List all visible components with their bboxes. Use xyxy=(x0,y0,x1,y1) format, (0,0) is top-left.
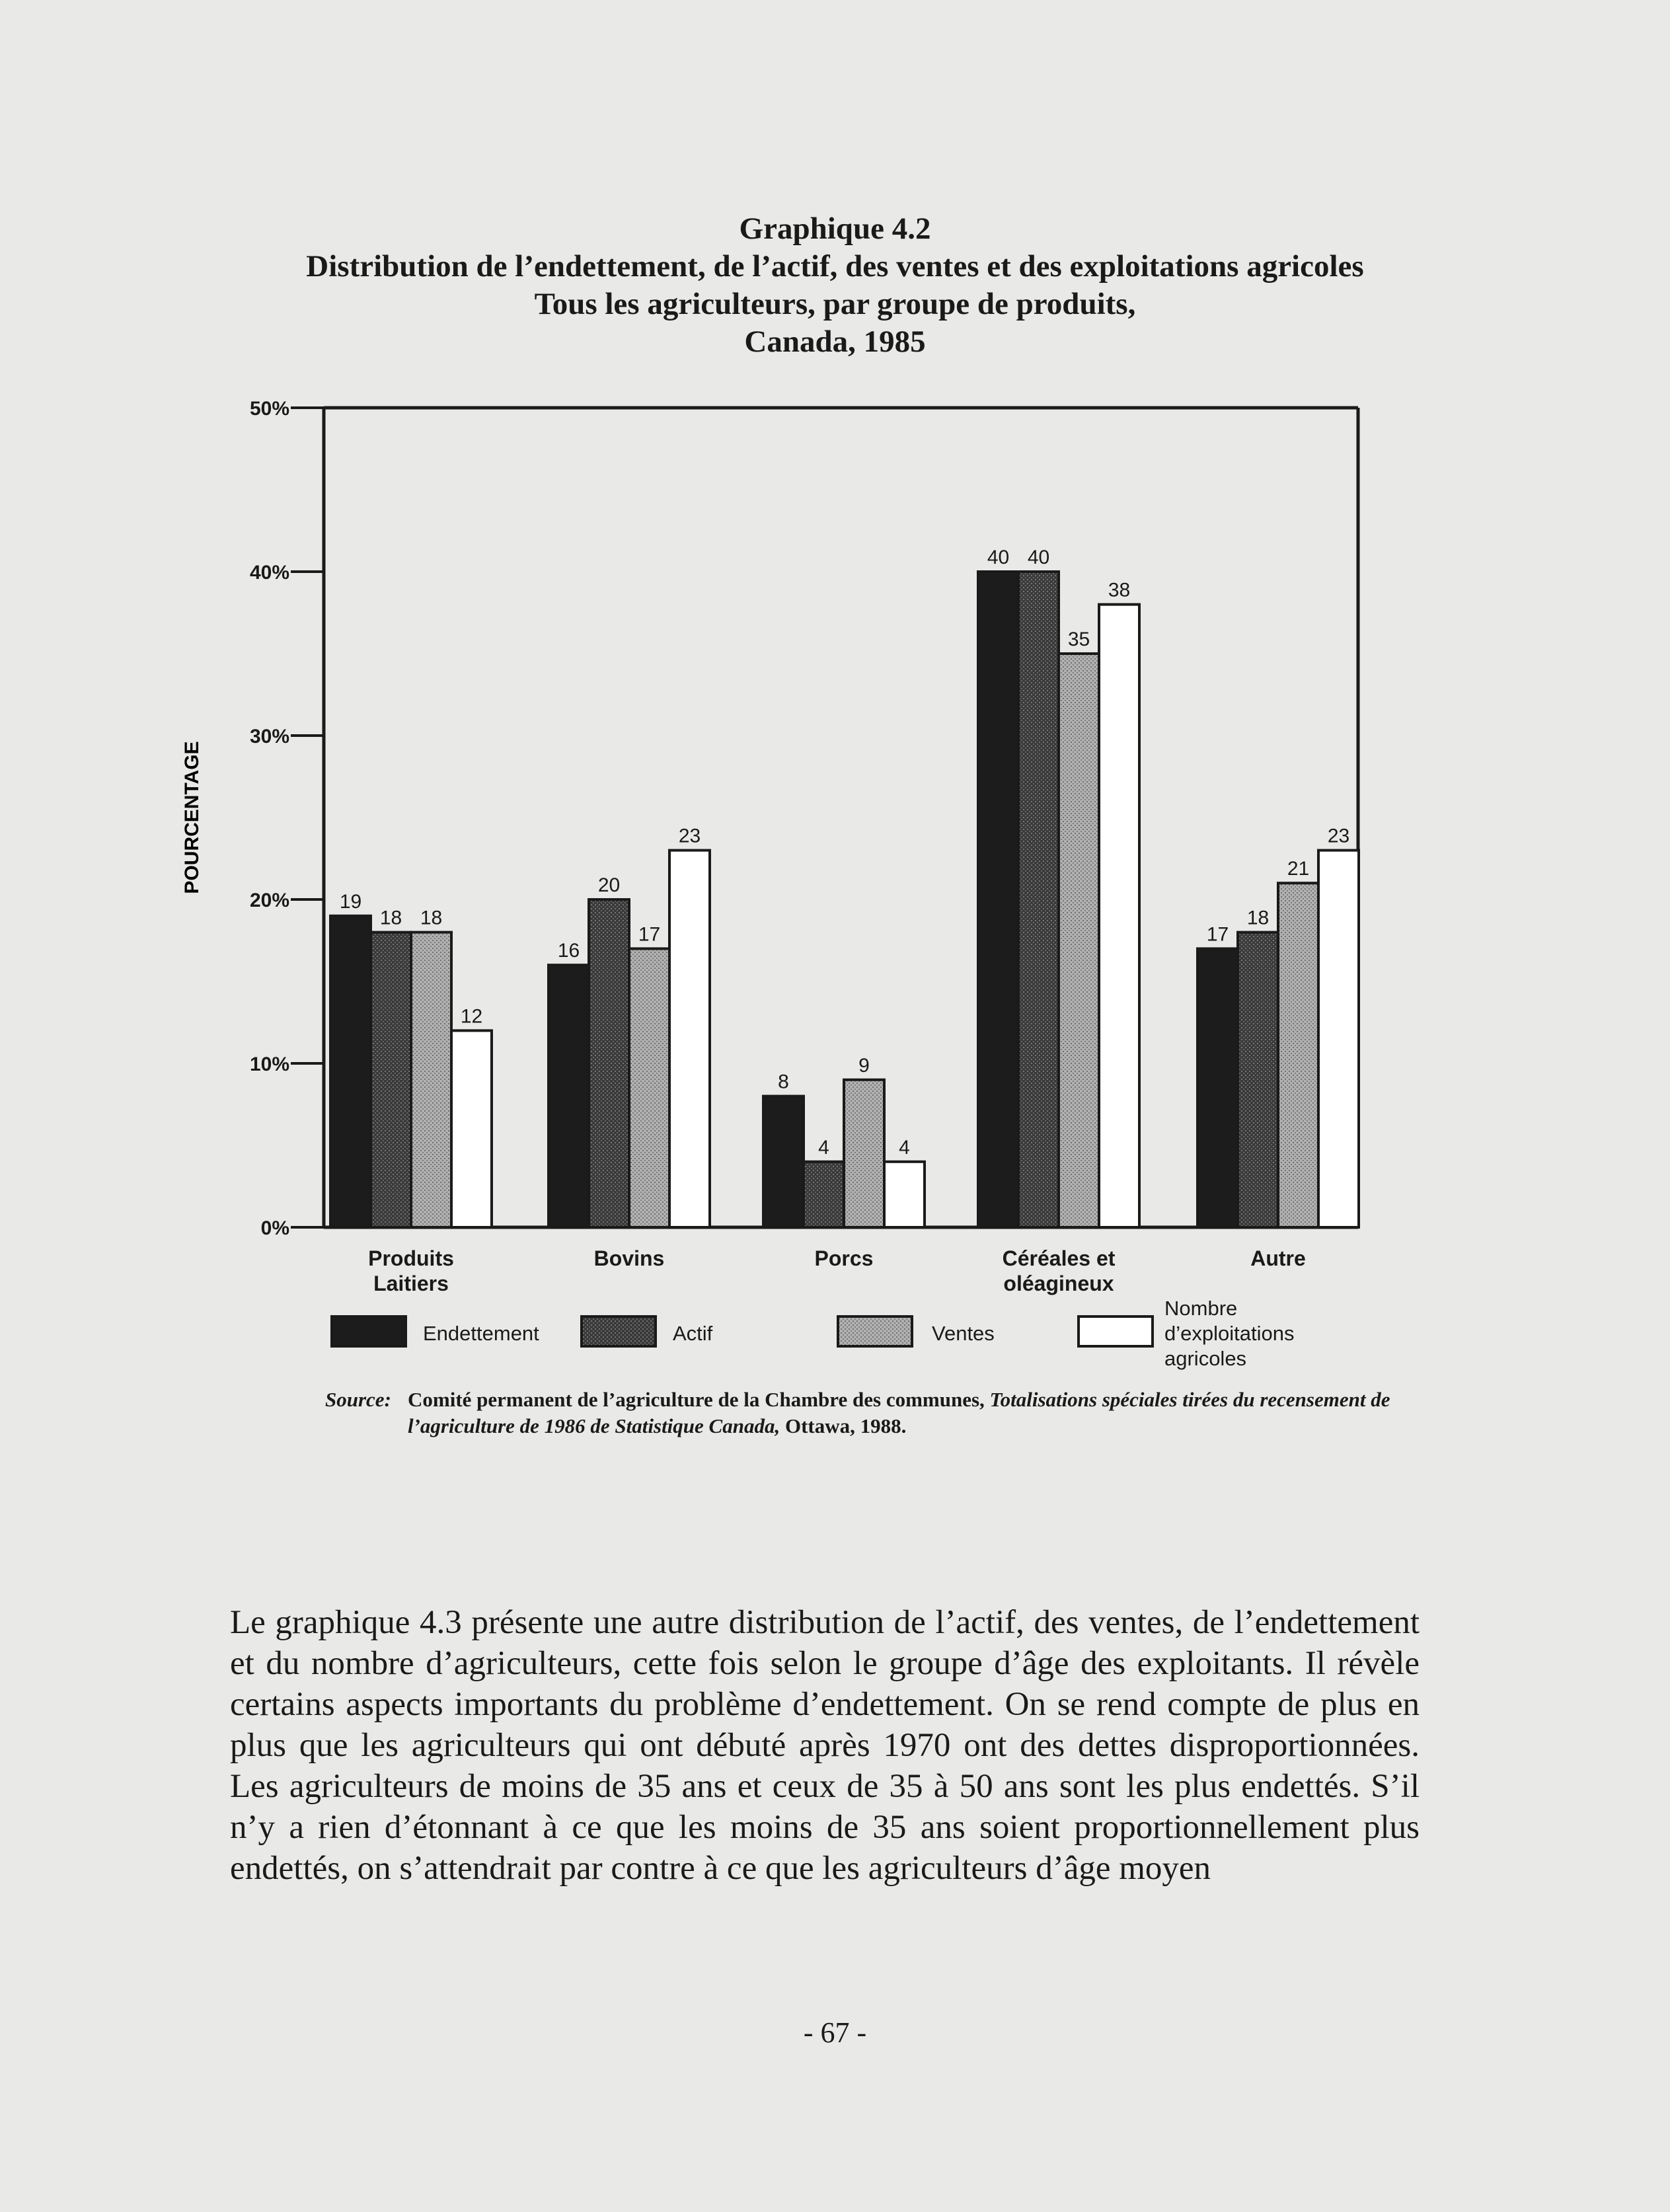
bar-value-label: 23 xyxy=(1327,825,1350,847)
y-tick-label: 10% xyxy=(249,1053,289,1075)
legend-label: Ventes xyxy=(932,1322,995,1345)
legend-label: Actif xyxy=(673,1322,713,1345)
bar-value-label: 40 xyxy=(987,547,1010,568)
bar-3-2 xyxy=(1059,654,1099,1227)
source-label: Source: xyxy=(325,1388,391,1411)
bars-group xyxy=(330,572,1359,1227)
bar-value-label: 8 xyxy=(778,1071,789,1093)
bar-1-1 xyxy=(589,899,629,1227)
category-label: oléagineux xyxy=(1003,1272,1114,1295)
category-label: Autre xyxy=(1250,1246,1306,1270)
y-axis xyxy=(250,398,324,1239)
bar-value-label: 18 xyxy=(1246,907,1270,929)
bar-0-2 xyxy=(411,933,451,1227)
bar-value-label: 12 xyxy=(460,1005,483,1028)
bar-value-label: 16 xyxy=(557,940,580,962)
bar-2-1 xyxy=(804,1162,844,1227)
source-text-italic: Totalisations spéciales tirées du recensement de l’agriculture de 1986 de Statistique Canada, xyxy=(408,1388,1390,1437)
bar-0-1 xyxy=(371,933,411,1227)
bar-2-2 xyxy=(844,1080,884,1227)
bar-1-2 xyxy=(629,948,669,1227)
category-label: Laitiers xyxy=(373,1272,449,1295)
y-tick-label: 20% xyxy=(249,890,289,911)
bar-value-label: 17 xyxy=(1206,923,1229,946)
category-label: Céréales et xyxy=(1002,1246,1116,1270)
legend-label: Endettement xyxy=(423,1322,539,1345)
y-tick-label: 40% xyxy=(249,562,289,584)
bar-2-3 xyxy=(884,1162,925,1227)
bar-1-0 xyxy=(549,965,589,1227)
source-note xyxy=(325,1387,1409,1437)
chart-title-line3: Tous les agriculteurs, par groupe de produits, xyxy=(534,287,1136,321)
legend-label: d’exploitations xyxy=(1164,1322,1295,1345)
bar-3-0 xyxy=(978,572,1018,1227)
bar-value-label: 38 xyxy=(1108,579,1131,601)
legend-label: agricoles xyxy=(1164,1347,1247,1370)
y-tick-label: 30% xyxy=(249,726,289,747)
category-label: Produits xyxy=(368,1246,454,1270)
bar-1-3 xyxy=(669,851,710,1227)
legend-swatch-1 xyxy=(582,1316,656,1346)
y-tick-label: 50% xyxy=(249,398,289,420)
bar-value-label: 17 xyxy=(638,923,661,946)
bar-0-3 xyxy=(451,1030,492,1227)
bar-4-3 xyxy=(1318,851,1359,1227)
bar-value-label: 35 xyxy=(1067,629,1090,650)
bar-value-label: 40 xyxy=(1027,547,1050,568)
bar-value-label: 4 xyxy=(818,1136,829,1159)
body-paragraph: Le graphique 4.3 présente une autre distribution de l’actif, des ventes, de l’endettement et du nombre d’agriculteurs, cette fois selon le groupe d’âge des exploitants. Il révèle certains aspects importants du problème d’endettement. On se rend compte de plus en plus que les agriculteurs qui ont débuté après 1970 ont des dettes disproportionnées. Les agriculteurs de moins de 35 ans et ceux de 35 à 50 ans sont les plus endettés. S’il n’y a rien d’étonnant à ce que les moins de 35 ans soient proportionnellement plus endettés, on s’attendrait par contre à ce que les agriculteurs d’âge moyen xyxy=(230,1604,1420,1887)
bar-4-2 xyxy=(1278,883,1318,1227)
y-axis-label: POURCENTAGE xyxy=(181,741,203,894)
legend xyxy=(332,1297,1294,1370)
category-label: Porcs xyxy=(814,1246,874,1270)
bar-3-1 xyxy=(1018,572,1059,1227)
chart-title-line4: Canada, 1985 xyxy=(744,324,926,359)
source-text xyxy=(408,1387,1409,1439)
source-text-end: Ottawa, 1988. xyxy=(784,1414,907,1437)
bar-value-label: 21 xyxy=(1287,858,1310,880)
bar-3-3 xyxy=(1099,605,1139,1227)
bar-2-0 xyxy=(763,1096,804,1227)
bar-value-label: 9 xyxy=(858,1054,870,1077)
page-number: - 67 - xyxy=(803,2016,867,2049)
bar-value-label: 23 xyxy=(678,825,701,847)
category-labels-group xyxy=(368,1246,1306,1295)
legend-swatch-3 xyxy=(1079,1316,1153,1346)
legend-swatch-2 xyxy=(838,1316,912,1346)
bar-4-1 xyxy=(1238,933,1278,1227)
category-label: Bovins xyxy=(593,1246,665,1270)
legend-label: Nombre xyxy=(1164,1297,1238,1320)
bar-value-label: 18 xyxy=(379,907,402,929)
bar-0-0 xyxy=(330,916,371,1227)
bar-4-0 xyxy=(1197,948,1238,1227)
chart-title-line1: Graphique 4.2 xyxy=(739,211,931,246)
bar-value-label: 19 xyxy=(339,890,362,913)
bar-value-label: 20 xyxy=(597,874,621,896)
y-tick-label: 0% xyxy=(260,1217,289,1239)
bar-value-label: 4 xyxy=(899,1136,910,1159)
bar-value-label: 18 xyxy=(420,907,443,929)
legend-swatch-0 xyxy=(332,1316,406,1346)
source-text-main: Comité permanent de l’agriculture de la Chambre des communes, xyxy=(408,1388,985,1411)
chart-title-line2: Distribution de l’endettement, de l’actif, des ventes et des exploitations agricoles xyxy=(306,249,1364,284)
